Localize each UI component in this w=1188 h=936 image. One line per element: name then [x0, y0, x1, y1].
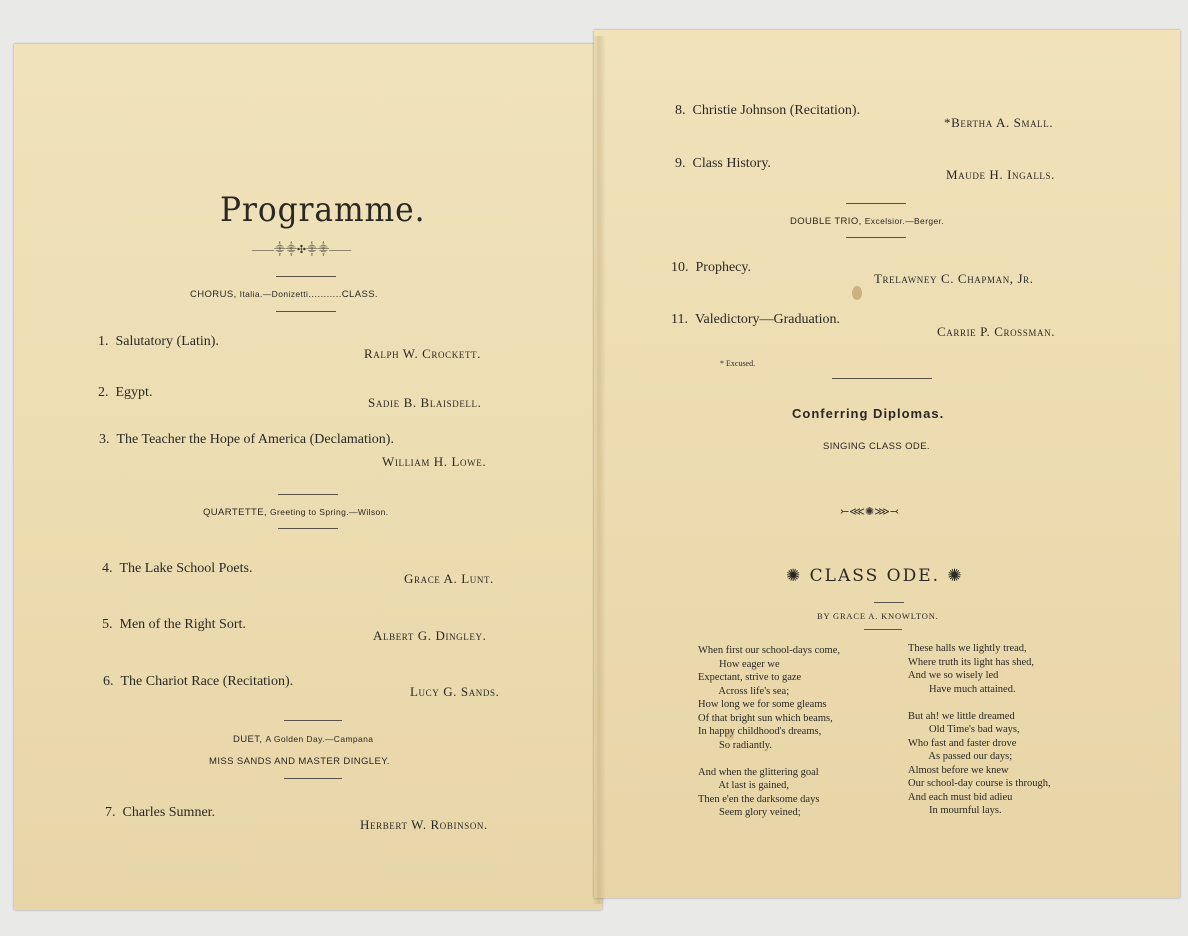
item-number: 5.	[102, 617, 113, 632]
divider	[276, 311, 336, 312]
divider	[864, 629, 902, 630]
item-title: Class History.	[692, 156, 771, 171]
divider	[278, 494, 338, 495]
item-number: 9.	[675, 156, 686, 171]
item-title: Men of the Right Sort.	[119, 617, 246, 632]
chorus-piece: Italia.—Donizetti	[239, 289, 309, 299]
program-item-3	[99, 432, 394, 448]
page-fold	[592, 36, 606, 904]
chorus-by: CLASS.	[341, 289, 378, 300]
program-item-8	[675, 103, 860, 119]
quartette-type: QUARTETTE,	[203, 507, 267, 518]
program-item-5	[102, 617, 246, 633]
divider	[832, 378, 932, 379]
asterisk-icon: ✺	[947, 566, 964, 586]
item-title: Valedictory—Graduation.	[694, 312, 840, 327]
singing-line: SINGING CLASS ODE.	[823, 441, 930, 452]
duet-performers: MISS SANDS AND MASTER DINGLEY.	[209, 756, 390, 767]
divider	[846, 237, 906, 238]
performer-name: Sadie B. Blaisdell.	[368, 395, 482, 410]
item-number: 8.	[675, 103, 686, 118]
item-number: 10.	[671, 260, 689, 275]
duet-piece: A Golden Day.—Campana	[265, 734, 374, 744]
item-title: Egypt.	[115, 385, 153, 400]
poem-column-right: These halls we lightly tread, Where truth its light has shed, And we so wisely led Have much attained. But ah! we little dreamed Old Time's bad ways, Who fast and faster drove As passed our days; Almost before we knew Our school-day course is through, And each must bid adieu In mournful lays.	[908, 643, 1051, 816]
item-number: 6.	[103, 674, 114, 689]
program-item-2	[98, 385, 152, 401]
divider	[284, 778, 342, 779]
item-title: Charles Sumner.	[122, 805, 216, 820]
chorus-line	[190, 289, 378, 300]
performer-name: Ralph W. Crockett.	[364, 346, 481, 361]
item-title: The Lake School Poets.	[119, 561, 253, 576]
diplomas-heading: Conferring Diplomas.	[792, 406, 945, 421]
performer-name: Herbert W. Robinson.	[360, 817, 488, 832]
divider	[874, 602, 904, 603]
item-title: Salutatory (Latin).	[115, 334, 219, 349]
ornament-divider: ——⸎⸎✣⸎⸎——	[252, 244, 352, 256]
page-title: Programme.	[220, 190, 426, 230]
trio-piece: Excelsior.—Berger.	[864, 216, 945, 226]
program-item-9	[675, 156, 771, 172]
program-item-7	[105, 805, 215, 821]
item-title: Christie Johnson (Recitation).	[692, 103, 861, 118]
ornament-divider: ⤚⋘✺⋙⤙	[840, 506, 899, 518]
performer-name: *Bertha A. Small.	[944, 115, 1054, 130]
program-item-10	[671, 260, 751, 276]
divider	[276, 276, 336, 277]
left-page	[14, 44, 602, 910]
item-title: The Teacher the Hope of America (Declamation).	[116, 432, 394, 447]
item-number: 7.	[105, 805, 116, 820]
excused-note: * Excused.	[720, 359, 756, 368]
trio-line	[790, 216, 944, 227]
ode-heading	[786, 566, 964, 586]
item-title: The Chariot Race (Recitation).	[120, 674, 294, 689]
divider	[846, 203, 906, 204]
asterisk-icon: ✺	[786, 566, 803, 586]
performer-name: William H. Lowe.	[382, 454, 487, 469]
item-number: 2.	[98, 385, 109, 400]
ode-title: CLASS ODE.	[809, 566, 941, 586]
performer-name: Trelawney C. Chapman, Jr.	[874, 271, 1034, 286]
quartette-piece: Greeting to Spring.—Wilson.	[270, 507, 389, 517]
performer-name: Carrie P. Crossman.	[937, 324, 1056, 339]
stain-mark	[852, 286, 862, 300]
chorus-dots: ...........	[308, 289, 342, 300]
performer-name: Maude H. Ingalls.	[946, 167, 1055, 182]
divider	[284, 720, 342, 721]
item-number: 11.	[671, 312, 688, 327]
performer-name: Grace A. Lunt.	[404, 571, 494, 586]
poem-column-left: When first our school-days come, How eager we Expectant, strive to gaze Across life's sea; How long we for some gleams Of that bright sun which beams, In happy childhood's dreams, So radiantly. And when the glittering goal At last is gained, Then e'en the darksome days Seem glory veined;	[698, 645, 841, 818]
item-title: Prophecy.	[695, 260, 751, 275]
item-number: 4.	[102, 561, 113, 576]
duet-line	[233, 734, 373, 745]
duet-type: DUET,	[233, 734, 263, 745]
performer-name: Lucy G. Sands.	[410, 684, 500, 699]
divider	[278, 528, 338, 529]
performer-name: Albert G. Dingley.	[373, 628, 487, 643]
program-item-11	[671, 312, 840, 328]
trio-type: DOUBLE TRIO,	[790, 216, 862, 227]
chorus-type: CHORUS,	[190, 289, 237, 300]
quartette-line	[203, 507, 389, 518]
ode-author: BY GRACE A. KNOWLTON.	[817, 611, 939, 621]
item-number: 3.	[99, 432, 110, 447]
item-number: 1.	[98, 334, 109, 349]
program-item-6	[103, 674, 293, 690]
program-item-1	[98, 334, 219, 350]
program-item-4	[102, 561, 252, 577]
